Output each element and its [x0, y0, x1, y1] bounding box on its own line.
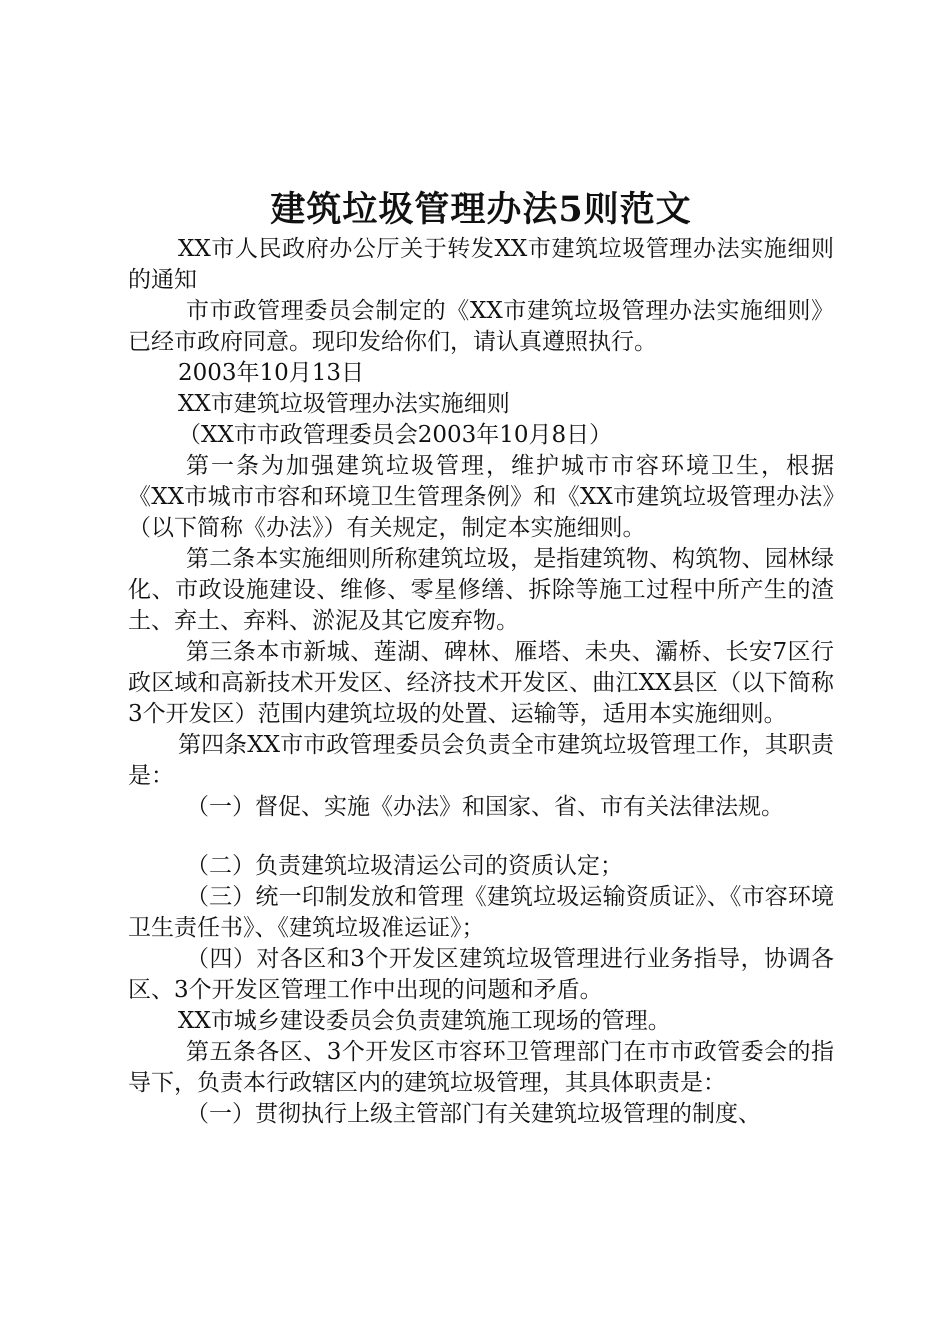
- paragraph-article-5-item-1: （一）贯彻执行上级主管部门有关建筑垃圾管理的制度、: [186, 1101, 761, 1127]
- paragraph-notice-heading: XX市人民政府办公厅关于转发XX市建筑垃圾管理办法实施细则的通知: [128, 236, 834, 293]
- paragraph-article-4-item-3: （三）统一印制发放和管理《建筑垃圾运输资质证》、《市容环境卫生责任书》、《建筑垃圾准运证》；: [128, 884, 834, 941]
- paragraph-article-3: 第三条本市新城、莲湖、碑林、雁塔、未央、灞桥、长安7区行政区域和高新技术开发区、经济技术开发区、曲江XX县区（以下简称3个开发区）范围内建筑垃圾的处置、运输等，适用本实施细则。: [128, 639, 834, 727]
- paragraph-rules-issuer: （XX市市政管理委员会2003年10月8日）: [178, 422, 613, 448]
- paragraph-construction-committee: XX市城乡建设委员会负责建筑施工现场的管理。: [178, 1008, 671, 1034]
- paragraph-rules-title: XX市建筑垃圾管理办法实施细则: [178, 391, 510, 417]
- paragraph-article-1: 第一条为加强建筑垃圾管理，维护城市市容环境卫生，根据《XX市城市市容和环境卫生管理条例》和《XX市建筑垃圾管理办法》（以下简称《办法》）有关规定，制定本实施细则。: [128, 453, 834, 541]
- paragraph-notice-body: 市市政管理委员会制定的《XX市建筑垃圾管理办法实施细则》已经市政府同意。现印发给你们，请认真遵照执行。: [128, 298, 834, 355]
- document-title: 建筑垃圾管理办法5则范文: [270, 189, 692, 230]
- paragraph-article-4-item-2: （二）负责建筑垃圾清运公司的资质认定；: [186, 853, 623, 879]
- paragraph-article-5: 第五条各区、3个开发区市容环卫管理部门在市市政管委会的指导下，负责本行政辖区内的建筑垃圾管理，其具体职责是：: [128, 1039, 834, 1096]
- paragraph-article-2: 第二条本实施细则所称建筑垃圾，是指建筑物、构筑物、园林绿化、市政设施建设、维修、零星修缮、拆除等施工过程中所产生的渣土、弃土、弃料、淤泥及其它废弃物。: [128, 546, 834, 634]
- paragraph-article-4-item-4: （四）对各区和3个开发区建筑垃圾管理进行业务指导，协调各区、3个开发区管理工作中出现的问题和矛盾。: [128, 946, 834, 1003]
- document-page: [128, 188, 834, 1130]
- paragraph-article-4-item-1: （一）督促、实施《办法》和国家、省、市有关法律法规。: [186, 794, 784, 820]
- paragraph-date: 2003年10月13日: [178, 360, 365, 386]
- paragraph-article-4: 第四条XX市市政管理委员会负责全市建筑垃圾管理工作，其职责是：: [128, 732, 834, 789]
